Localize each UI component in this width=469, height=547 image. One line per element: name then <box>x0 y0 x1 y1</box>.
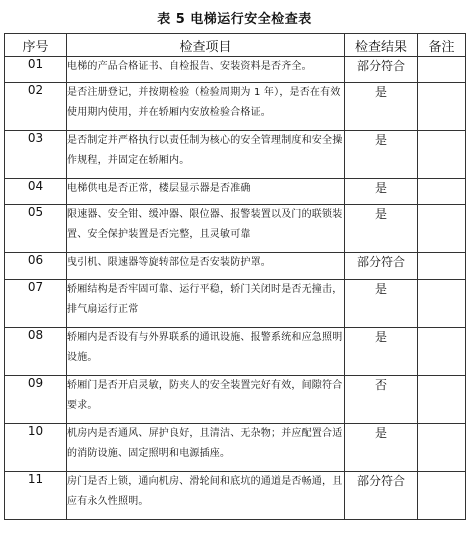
header-no: 序号 <box>5 34 67 57</box>
table-title: 表 5 电梯运行安全检查表 <box>157 12 312 27</box>
table-row <box>5 253 466 280</box>
row-no: 11 <box>5 472 67 520</box>
row-note <box>418 205 466 253</box>
table-row <box>5 280 466 328</box>
row-no: 05 <box>5 205 67 253</box>
table-row <box>5 83 466 131</box>
row-item: 电梯供电是否正常，楼层显示器是否准确 <box>67 179 345 205</box>
row-note <box>418 280 466 328</box>
row-note <box>418 472 466 520</box>
row-no: 02 <box>5 83 67 131</box>
row-item: 电梯的产品合格证书、自检报告、安装资料是否齐全。 <box>67 57 345 83</box>
row-result: 是 <box>345 131 418 179</box>
table-row <box>5 179 466 205</box>
row-item: 机房内是否通风、屏护良好，且清洁、无杂物；并应配置合适的消防设施、固定照明和电源插座。 <box>67 424 345 472</box>
row-no: 01 <box>5 57 67 83</box>
table-row <box>5 472 466 520</box>
row-note <box>418 424 466 472</box>
row-result: 部分符合 <box>345 472 418 520</box>
row-result: 是 <box>345 179 418 205</box>
table-row <box>5 424 466 472</box>
row-note <box>418 83 466 131</box>
row-item: 轿厢门是否开启灵敏，防夹人的安全装置完好有效，间隙符合要求。 <box>67 376 345 424</box>
row-item: 限速器、安全钳、缓冲器、限位器、报警装置以及门的联锁装置、安全保护装置是否完整，且灵敏可靠 <box>67 205 345 253</box>
row-result: 是 <box>345 83 418 131</box>
row-no: 07 <box>5 280 67 328</box>
row-result: 是 <box>345 280 418 328</box>
row-item: 轿厢内是否设有与外界联系的通讯设施、报警系统和应急照明设施。 <box>67 328 345 376</box>
row-result: 部分符合 <box>345 253 418 280</box>
row-note <box>418 131 466 179</box>
row-note <box>418 57 466 83</box>
row-result: 是 <box>345 205 418 253</box>
row-no: 04 <box>5 179 67 205</box>
row-result: 否 <box>345 376 418 424</box>
header-result: 检查结果 <box>345 34 418 57</box>
row-no: 03 <box>5 131 67 179</box>
row-result: 部分符合 <box>345 57 418 83</box>
elevator-safety-checklist-table <box>4 33 466 520</box>
row-item: 是否制定并严格执行以责任制为核心的安全管理制度和安全操作规程，并固定在轿厢内。 <box>67 131 345 179</box>
table-row <box>5 328 466 376</box>
table-row <box>5 57 466 83</box>
row-item: 轿厢结构是否牢固可靠、运行平稳，轿门关闭时是否无撞击，排气扇运行正常 <box>67 280 345 328</box>
row-item: 是否注册登记，并按期检验（检验周期为 1 年），是否在有效使用期内使用，并在轿厢内安放检验合格证。 <box>67 83 345 131</box>
row-no: 10 <box>5 424 67 472</box>
row-note <box>418 376 466 424</box>
row-note <box>418 179 466 205</box>
header-item: 检查项目 <box>67 34 345 57</box>
header-note: 备注 <box>418 34 466 57</box>
table-row <box>5 376 466 424</box>
row-note <box>418 253 466 280</box>
row-result: 是 <box>345 328 418 376</box>
row-result: 是 <box>345 424 418 472</box>
table-row <box>5 205 466 253</box>
row-item: 房门是否上锁，通向机房、滑轮间和底坑的通道是否畅通，且应有永久性照明。 <box>67 472 345 520</box>
row-no: 08 <box>5 328 67 376</box>
row-no: 09 <box>5 376 67 424</box>
table-row <box>5 131 466 179</box>
row-note <box>418 328 466 376</box>
table-header-row <box>5 34 466 57</box>
row-item: 曳引机、限速器等旋转部位是否安装防护罩。 <box>67 253 345 280</box>
row-no: 06 <box>5 253 67 280</box>
